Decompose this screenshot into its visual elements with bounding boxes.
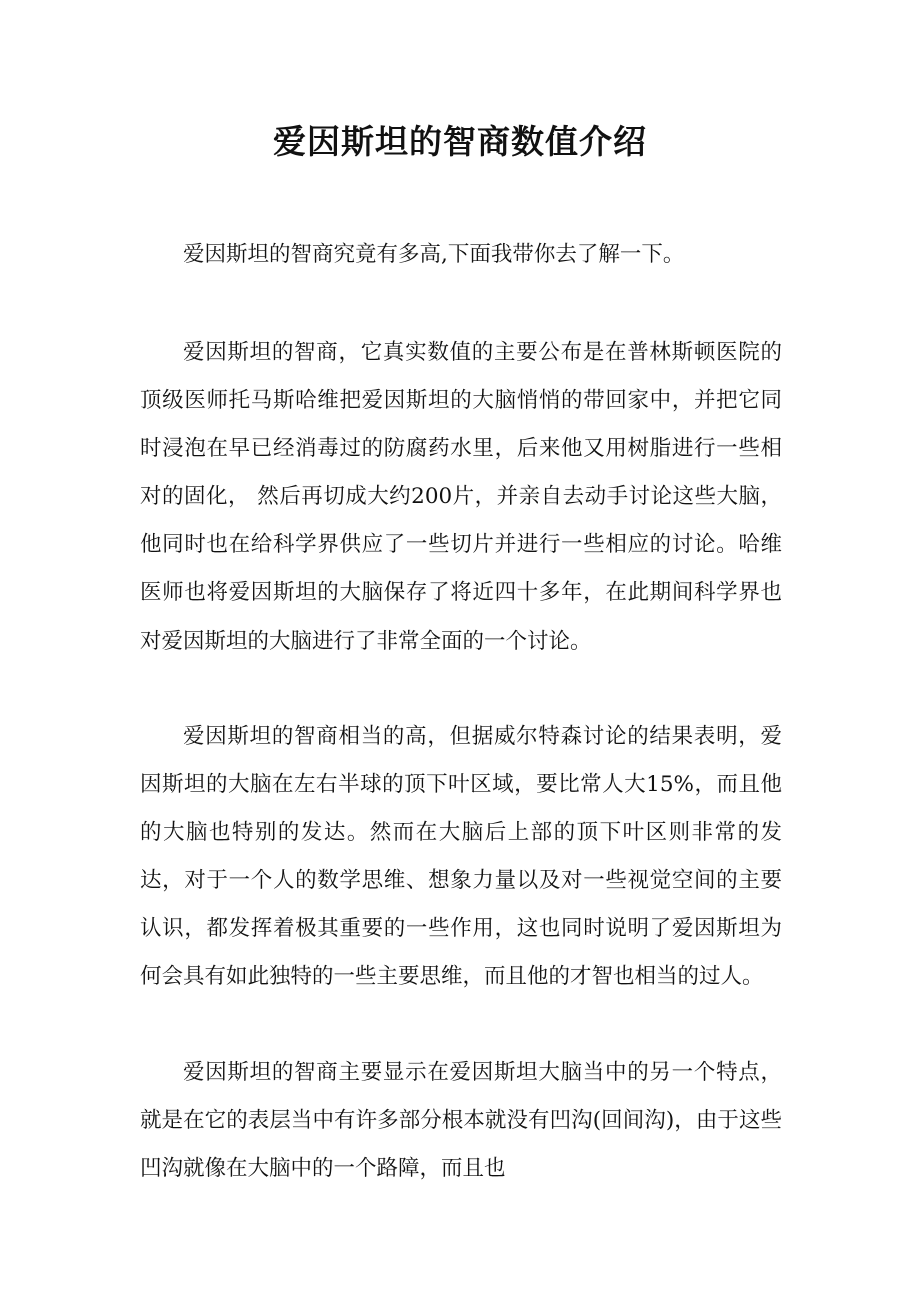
body-paragraph-3: 爱因斯坦的智商主要显示在爱因斯坦大脑当中的另一个特点，就是在它的表层当中有许多部分根本就没有凹沟(回间沟)，由于这些凹沟就像在大脑中的一个路障，而且也 <box>140 1060 782 1182</box>
body-paragraph-2: 爱因斯坦的智商相当的高，但据威尔特森讨论的结果表明，爱因斯坦的大脑在左右半球的顶下叶区域，要比常人大15%，而且他的大脑也特别的发达。然而在大脑后上部的顶下叶区则非常的发达，对于一个人的数学思维、想象力量以及对一些视觉空间的主要认识，都发挥着极其重要的一些作用，这也同时说明了爱因斯坦为何会具有如此独特的一些主要思维，而且他的才智也相当的过人。 <box>140 724 782 990</box>
document-title: 爱因斯坦的智商数值介绍 <box>273 122 647 161</box>
intro-paragraph: 爱因斯坦的智商究竟有多高,下面我带你去了解一下。 <box>183 242 685 267</box>
body-paragraph-1: 爱因斯坦的智商，它真实数值的主要公布是在普林斯顿医院的顶级医师托马斯哈维把爱因斯坦的大脑悄悄的带回家中，并把它同时浸泡在早已经消毒过的防腐药水里，后来他又用树脂进行一些相对的固化， 然后再切成大约200片，并亲自去动手讨论这些大脑，他同时也在给科学界供应了一些切片并进行一些相应的讨论。哈维医师也将爱因斯坦的大脑保存了将近四十多年，在此期间科学界也对爱因斯坦的大脑进行了非常全面的一个讨论。 <box>140 340 782 654</box>
